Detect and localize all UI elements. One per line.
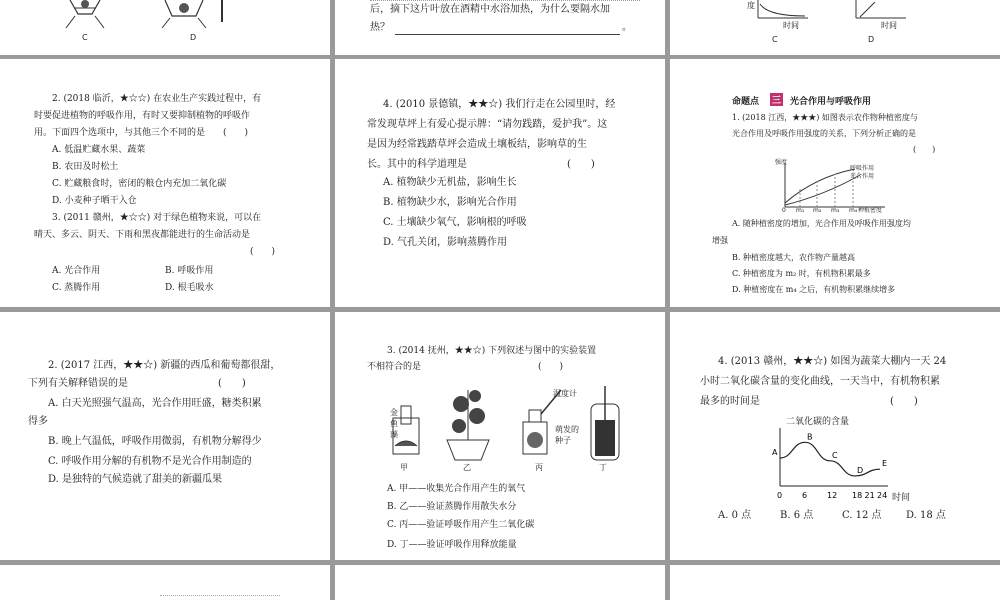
label-bing: 丙 <box>535 463 543 472</box>
option-d: D. 气孔关闭，影响蒸腾作用 <box>383 237 508 248</box>
question-stem: 光合作用及呼吸作用强度的关系，下列分析正确的是 <box>732 129 916 138</box>
option-b: B. 6 点 <box>780 510 814 521</box>
option-c: C. 土壤缺少氧气，影响根的呼吸 <box>383 217 527 228</box>
chart-xlabel: 种植密度 <box>858 207 883 214</box>
label-yi: 乙 <box>463 463 471 472</box>
panel-q2-2018-linyi[interactable] <box>0 59 330 307</box>
option-a-cont: 得多 <box>28 416 48 427</box>
question-stem: 不相符合的是 ( ) <box>367 362 564 372</box>
legend-photosynthesis: 光合作用 <box>850 173 875 180</box>
question-text-line: 热？ <box>370 22 390 33</box>
question-stem: 常发现草坪上有爱心提示牌：“请勿践踏，爱护我”。这 <box>367 119 608 130</box>
question-stem: 长。其中的科学道理是 ( ) <box>367 159 595 170</box>
option-a-cont: 增强 <box>712 236 728 245</box>
label-jia: 甲 <box>400 463 408 472</box>
graph-label-d: D <box>868 35 875 44</box>
panel-bottom-right[interactable] <box>670 565 1000 600</box>
panel-top-middle[interactable] <box>335 0 665 55</box>
question-stem: 下列有关解释错误的是 ( ) <box>28 378 246 389</box>
panel-bottom-middle[interactable] <box>335 565 665 600</box>
x-tick-label: 6 <box>802 491 808 500</box>
option-d: D. 是独特的气候造就了甜美的新疆瓜果 <box>48 474 223 485</box>
option-c: C. 呼吸作用分解的有机物不是光合作用制造的 <box>48 456 252 467</box>
co2-curve <box>780 442 880 476</box>
panel-top-left[interactable] <box>0 0 330 55</box>
panel-bottom-left[interactable] <box>0 565 330 600</box>
label-germinating-seeds: 萌发的种子 <box>555 425 579 445</box>
label-thermometer: 温度计 <box>553 389 577 398</box>
experiment-apparatus-figure <box>385 376 645 476</box>
answer-paren: ( ) <box>250 247 276 257</box>
graph-label-c: C <box>772 35 778 44</box>
option-a: A. 随种植密度的增加，光合作用及呼吸作用强度均 <box>732 219 911 228</box>
x-tick-label: 12 <box>827 491 838 500</box>
x-tick-label: 24 <box>877 491 888 500</box>
option-b: B. 乙——验证蒸腾作用散失水分 <box>387 502 517 512</box>
option-a: A. 白天光照强气温高，光合作用旺盛，糖类积累 <box>48 398 262 409</box>
question-text-line: 后，摘下这片叶放在酒精中水浴加热，为什么要隔水加 <box>370 4 610 15</box>
option-c: C. 蒸腾作用 <box>52 283 101 293</box>
question-stem: 4. (2013 赣州，★★☆) 如图为蔬菜大棚内一天 24 <box>718 356 947 367</box>
option-d: D. 18 点 <box>906 510 946 521</box>
option-c: C. 12 点 <box>842 510 882 521</box>
option-b: B. 农田及时松土 <box>52 162 119 172</box>
option-d: D. 根毛吸水 <box>165 283 214 293</box>
option-c: C. 种植密度为 m₂ 时，有机物积累最多 <box>732 269 871 278</box>
legend-respiration: 呼吸作用 <box>850 165 875 172</box>
tick-m4: m₄ <box>849 207 858 214</box>
lab-apparatus-figure <box>0 0 330 55</box>
question-stem: 时要促进植物的呼吸作用，有时又要抑制植物的呼吸作 <box>34 111 251 121</box>
co2-chart-xlabel: 时间 <box>892 493 911 503</box>
option-d: D. 丁——验证呼吸作用释放能量 <box>387 540 517 550</box>
x-tick-label: 18 <box>852 491 863 500</box>
topic-badge: 命题点 <box>732 97 760 107</box>
cut-off-line <box>370 0 640 1</box>
figure-label-d: D <box>190 33 197 42</box>
topic-title: 光合作用与呼吸作用 <box>790 97 872 107</box>
graph-ylabel: 度 <box>747 1 755 10</box>
cut-off-line <box>160 595 280 596</box>
chart-ylabel: 强度 <box>775 159 788 166</box>
curve-point-label: C <box>832 450 838 460</box>
question-stem: 3. (2011 赣州，★☆☆) 对于绿色植物来说，可以在 <box>52 213 262 223</box>
tick-m1: m₁ <box>796 207 805 214</box>
curve-point-label: D <box>857 465 864 475</box>
panel-top-right[interactable] <box>670 0 1000 55</box>
x-tick-label: 0 <box>777 491 783 500</box>
panel-q4-2010-jingdezhen[interactable] <box>335 59 665 307</box>
tick-0: 0 <box>782 207 786 214</box>
option-a: A. 低温贮藏水果、蔬菜 <box>52 145 146 155</box>
option-d: D. 种植密度在 m₄ 之后，有机物积累继续增多 <box>732 285 896 294</box>
option-b: B. 种植密度越大，农作物产量越高 <box>732 253 855 262</box>
option-d: D. 小麦种子晒干入仓 <box>52 196 137 206</box>
answer-blank <box>395 34 620 35</box>
panel-q3-2014-fuzhou[interactable] <box>335 312 665 560</box>
option-a: A. 0 点 <box>718 510 752 521</box>
option-b: B. 植物缺少水，影响光合作用 <box>383 197 517 208</box>
small-curve-graphs <box>670 0 1000 55</box>
co2-line-chart <box>770 424 910 504</box>
curve-point-label: E <box>882 459 888 469</box>
tick-m2: m₂ <box>813 207 822 214</box>
co2-chart-ylabel: 二氧化碳的含量 <box>786 417 850 427</box>
question-stem: 是因为经常践踏草坪会造成土壤板结，影响草的生 <box>367 139 587 150</box>
option-b: B. 呼吸作用 <box>165 266 214 276</box>
curve-point-label: B <box>807 432 813 442</box>
answer-paren: ( ) <box>913 145 936 154</box>
question-stem: 小时二氧化碳含量的变化曲线，一天当中，有机物积累 <box>700 376 940 387</box>
question-stem: 1. (2018 江西，★★★) 如图表示农作物种植密度与 <box>732 113 918 122</box>
question-stem: 晴天、多云、阴天、下雨和黑夜都能进行的生命活动是 <box>34 230 251 240</box>
option-a: A. 光合作用 <box>52 266 101 276</box>
x-tick-label: 21 <box>864 491 875 500</box>
question-stem: 3. (2014 抚州，★★☆) 下列叙述与图中的实验装置 <box>387 346 597 356</box>
topic-number-badge: 三 <box>770 93 783 106</box>
question-stem: 2. (2018 临沂，★☆☆) 在农业生产实践过程中，有 <box>52 94 262 104</box>
figure-label-c: C <box>82 33 88 42</box>
option-c: C. 丙——验证呼吸作用产生二氧化碳 <box>387 520 535 530</box>
question-stem: 2. (2017 江西，★★☆) 新疆的西瓜和葡萄都很甜， <box>48 360 281 371</box>
option-c: C. 贮藏粮食时，密闭的粮仓内充加二氧化碳 <box>52 179 227 189</box>
option-a: A. 植物缺少无机盐，影响生长 <box>383 177 517 188</box>
graph-xlabel: 时间 <box>881 21 897 30</box>
panel-q2-2017-jiangxi[interactable] <box>0 312 330 560</box>
question-stem: 用。下面四个选项中，与其他三个不同的是 ( ) <box>34 128 249 138</box>
option-a: A. 甲——收集光合作用产生的氧气 <box>387 484 526 494</box>
option-b: B. 晚上气温低，呼吸作用微弱，有机物分解得少 <box>48 436 262 447</box>
graph-xlabel: 时间 <box>783 21 799 30</box>
question-stem: 最多的时间是 ( ) <box>700 396 918 407</box>
question-text-end: 。 <box>622 22 632 33</box>
tick-m3: m₃ <box>831 207 840 214</box>
curve-point-label: A <box>772 448 778 457</box>
panel-q4-2013-ganzhou[interactable] <box>670 312 1000 560</box>
label-hornwort: 金鱼藻 <box>390 408 398 439</box>
question-stem: 4. (2010 景德镇，★★☆) 我们行走在公园里时，经 <box>383 99 616 110</box>
panel-topic3-2018-jiangxi[interactable] <box>670 59 1000 307</box>
label-ding: 丁 <box>599 463 607 472</box>
